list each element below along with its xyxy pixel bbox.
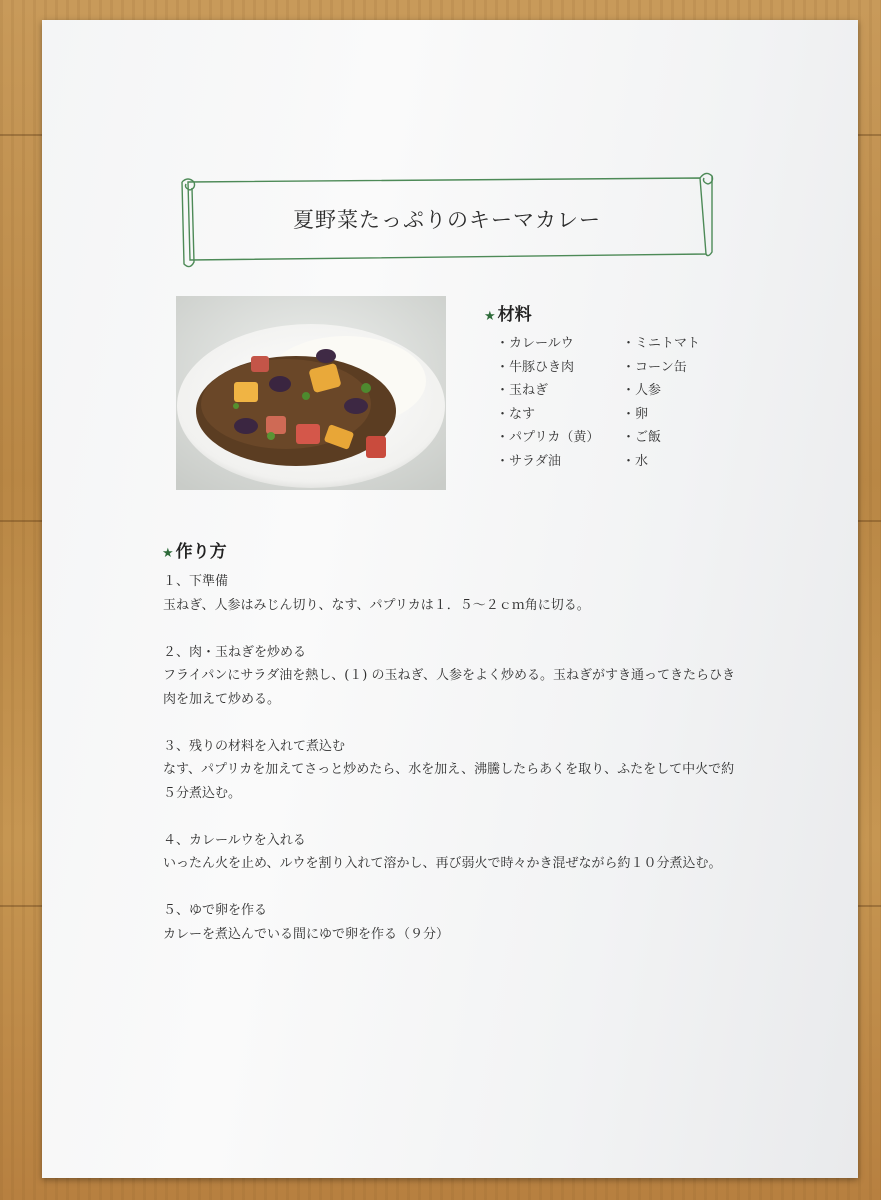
keema-curry-photo — [176, 296, 446, 490]
step-item — [163, 899, 743, 946]
list-item: ・なす — [496, 406, 536, 422]
step-item — [163, 641, 743, 712]
list-item: ・水 — [622, 453, 649, 469]
step-title: ２、肉・玉ねぎを炒める — [163, 644, 307, 660]
step-body: なす、パプリカを加えてさっと炒めたら、水を加え、沸騰したらあくを取り、ふたをして中火で約５分煮込む。 — [163, 762, 735, 801]
step-title: ４、カレールウを入れる — [163, 832, 306, 848]
recipe-title: 夏野菜たっぷりのキーマカレー — [293, 208, 601, 232]
step-body: 玉ねぎ、人参はみじん切り、なす、パプリカは１．５～２ｃｍ角に切る。 — [163, 597, 590, 613]
list-item: ・ご飯 — [622, 430, 662, 445]
step-title: ５、ゆで卵を作る — [163, 903, 268, 918]
step-item — [163, 735, 743, 806]
step-title: １、下準備 — [163, 574, 229, 589]
list-item: ・カレールウ — [496, 336, 574, 351]
step-body: フライパンにサラダ油を熱し、(１) の玉ねぎ、人参をよく炒める。玉ねぎがすき通ってきたらひき肉を加えて炒める。 — [163, 668, 735, 707]
star-icon: ★ — [162, 546, 174, 561]
step-body: カレーを煮込んでいる間にゆで卵を作る（９分） — [163, 926, 450, 942]
step-body: いったん火を止め、ルウを割り入れて溶かし、再び弱火で時々かき混ぜながら約１０分煮込む。 — [163, 856, 722, 871]
step-item — [163, 829, 743, 876]
method-heading — [162, 537, 227, 562]
ingredients-heading — [484, 300, 532, 325]
method-heading-label: 作り方 — [175, 542, 227, 562]
list-item: ・牛豚ひき肉 — [496, 359, 575, 375]
ingredients-heading-label: 材料 — [497, 305, 532, 325]
list-item: ・人参 — [622, 383, 662, 398]
list-item: ・パプリカ（黄） — [496, 430, 600, 445]
list-item: ・玉ねぎ — [496, 383, 549, 398]
list-item: ・ミニトマト — [622, 336, 701, 351]
list-item: ・サラダ油 — [496, 453, 561, 469]
method-steps — [163, 570, 743, 970]
ingredients-list — [496, 334, 756, 471]
list-item: ・卵 — [622, 406, 649, 422]
step-title: ３、残りの材料を入れて煮込む — [163, 738, 346, 754]
star-icon: ★ — [484, 309, 496, 324]
list-item: ・コーン缶 — [622, 359, 687, 375]
step-item — [163, 570, 743, 617]
title-scroll-banner — [178, 168, 716, 274]
